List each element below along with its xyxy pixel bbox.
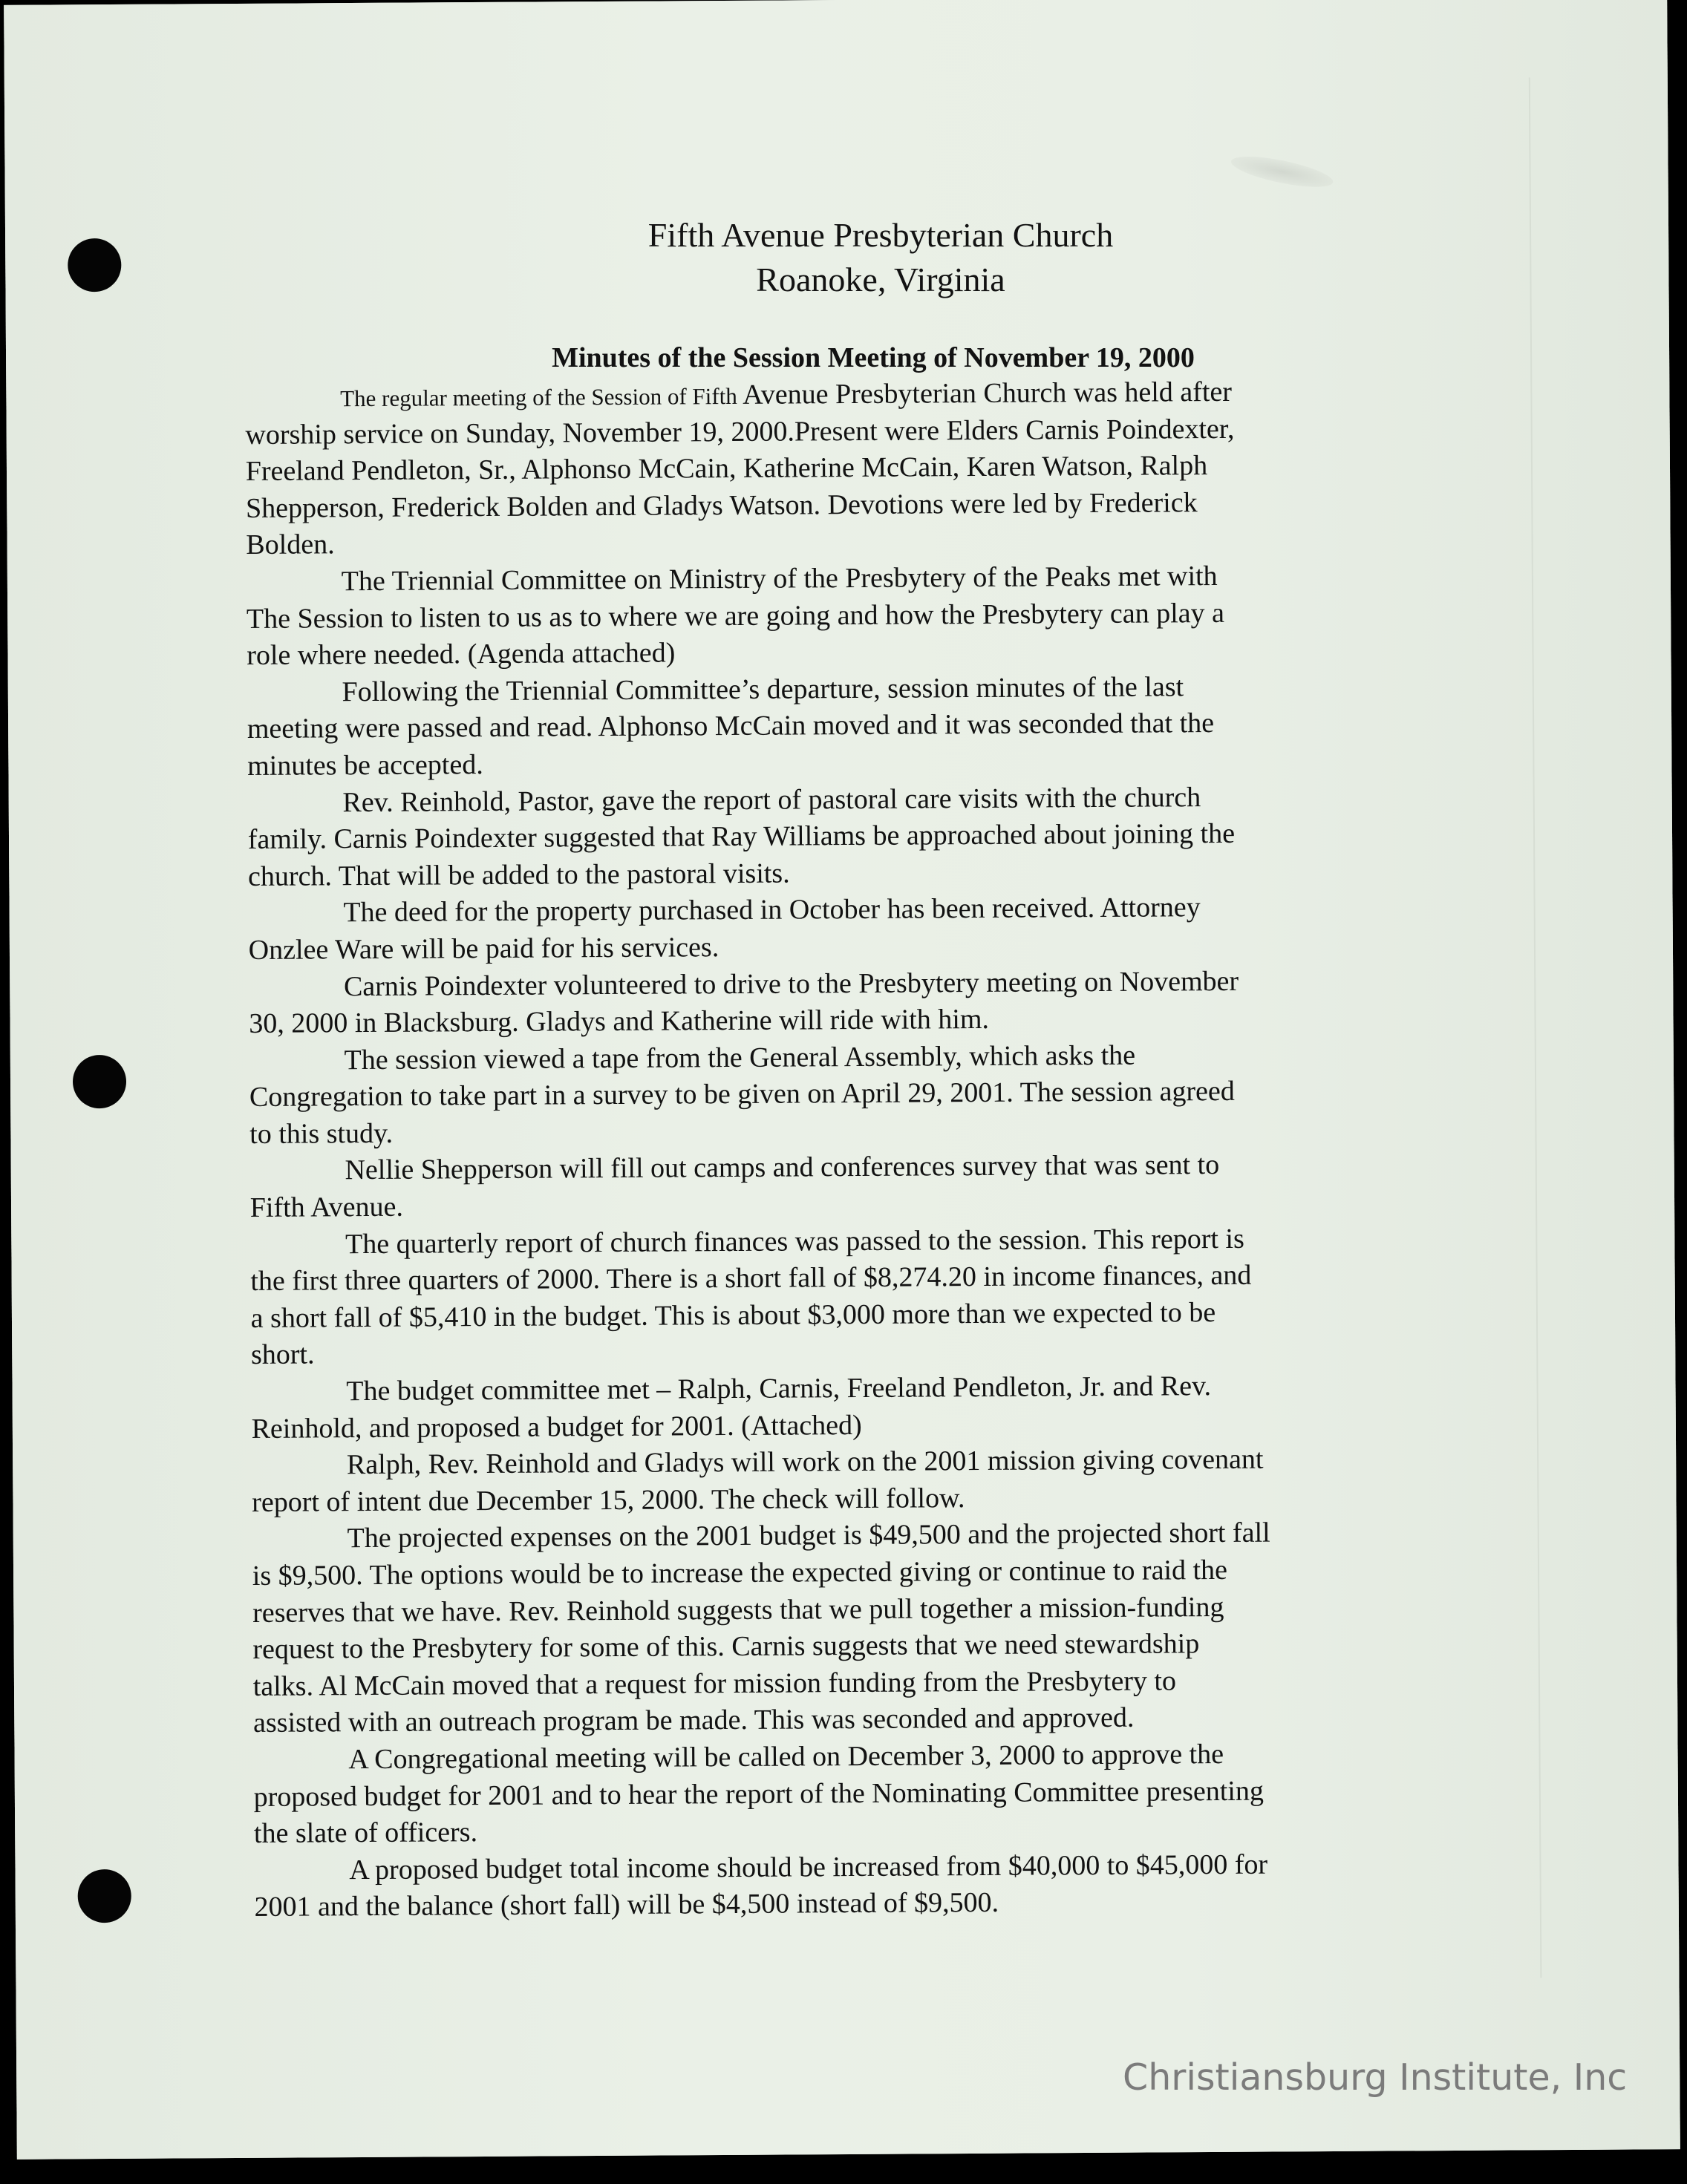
minutes-line: The Session to listen to us as to where we are going and how the Presbytery can play a	[246, 597, 1225, 635]
church-name: Fifth Avenue Presbyterian Church	[647, 216, 1114, 254]
minutes-line: report of intent due December 15, 2000. The check will follow.	[252, 1482, 965, 1518]
minutes-line: Congregation to take part in a survey to be given on April 29, 2001. The session agreed	[249, 1076, 1235, 1114]
minutes-line: to this study.	[249, 1117, 394, 1150]
watermark: Christiansburg Institute, Inc	[1123, 2056, 1628, 2099]
minutes-line: a short fall of $5,410 in the budget. This is about $3,000 more than we expected to be	[250, 1296, 1216, 1334]
minutes-line: proposed budget for 2001 and to hear the report of the Nominating Committee presenting	[253, 1775, 1265, 1813]
minutes-line: talks. Al McCain moved that a request for mission funding from the Presbytery to	[252, 1665, 1177, 1702]
punch-hole-bottom	[78, 1869, 131, 1923]
minutes-line: is $9,500. The options would be to increase the expected giving or continue to raid the	[252, 1554, 1228, 1592]
minutes-line: worship service on Sunday, November 19, 2000.Present were Elders Carnis Poindexter,	[245, 413, 1235, 451]
minutes-line: role where needed. (Agenda attached)	[247, 637, 676, 672]
paper-smudge	[1229, 151, 1335, 194]
minutes-body	[245, 373, 1458, 1926]
punch-hole-middle	[73, 1055, 126, 1108]
minutes-line: The projected expenses on the 2001 budget is $49,500 and the projected short fall	[347, 1517, 1270, 1554]
minutes-line: The Triennial Committee on Ministry of the Presbytery of the Peaks met with	[341, 560, 1218, 598]
minutes-line: the slate of officers.	[253, 1817, 478, 1850]
minutes-line: The regular meeting of the Session of Fifth Avenue Presbyterian Church was held after	[340, 376, 1233, 412]
minutes-line: The quarterly report of church finances was passed to the session. This report is	[345, 1223, 1244, 1260]
minutes-line: reserves that we have. Rev. Reinhold suggests that we pull together a mission-funding	[252, 1591, 1224, 1629]
minutes-line: meeting were passed and read. Alphonso McCain moved and it was seconded that the	[247, 707, 1215, 745]
minutes-line: The deed for the property purchased in October has been received. Attorney	[343, 892, 1201, 929]
minutes-line: Bolden.	[246, 529, 335, 561]
minutes-line: The budget committee met – Ralph, Carnis, Freeland Pendleton, Jr. and Rev.	[346, 1370, 1212, 1407]
minutes-line: assisted with an outreach program be made. This was seconded and approved.	[252, 1702, 1135, 1739]
minutes-line: short.	[250, 1338, 315, 1371]
minutes-title: Minutes of the Session Meeting of November 19, 2000	[552, 342, 1195, 373]
minutes-line: Following the Triennial Committee’s departure, session minutes of the last	[342, 671, 1184, 707]
minutes-line: A proposed budget total income should be increased from $40,000 to $45,000 for	[349, 1848, 1268, 1886]
minutes-line: the first three quarters of 2000. There is a short fall of $8,274.20 in income finances, and	[250, 1259, 1252, 1298]
church-location: Roanoke, Virginia	[756, 261, 1005, 298]
minutes-line: Nellie Shepperson will fill out camps and conferences survey that was sent to	[345, 1149, 1220, 1186]
minutes-line: request to the Presbytery for some of this. Carnis suggests that we need stewardship	[252, 1628, 1200, 1666]
minutes-line: Onzlee Ware will be paid for his services.	[248, 932, 719, 966]
minutes-line: church. That will be added to the pastoral visits.	[247, 857, 790, 892]
minutes-line: 30, 2000 in Blacksburg. Gladys and Katherine will ride with him.	[249, 1003, 990, 1040]
minutes-line: family. Carnis Poindexter suggested that Ray Williams be approached about joining the	[247, 817, 1236, 856]
minutes-line: A Congregational meeting will be called on December 3, 2000 to approve the	[348, 1738, 1224, 1776]
minutes-line: Reinhold, and proposed a budget for 2001. (Attached)	[251, 1409, 862, 1445]
minutes-line: Rev. Reinhold, Pastor, gave the report of pastoral care visits with the church	[342, 781, 1201, 818]
minutes-line: 2001 and the balance (short fall) will be $4,500 instead of $9,500.	[254, 1887, 999, 1923]
minutes-line: Fifth Avenue.	[249, 1191, 404, 1224]
minutes-line: Carnis Poindexter volunteered to drive to the Presbytery meeting on November	[343, 965, 1239, 1002]
minutes-line: The session viewed a tape from the General Assembly, which asks the	[344, 1039, 1136, 1076]
minutes-line: Shepperson, Frederick Bolden and Gladys Watson. Devotions were led by Frederick	[245, 486, 1198, 524]
minutes-line: minutes be accepted.	[247, 748, 483, 782]
minutes-line: Ralph, Rev. Reinhold and Gladys will work on the 2001 mission giving covenant	[346, 1443, 1264, 1481]
minutes-line: Freeland Pendleton, Sr., Alphonso McCain, Katherine McCain, Karen Watson, Ralph	[245, 450, 1208, 488]
